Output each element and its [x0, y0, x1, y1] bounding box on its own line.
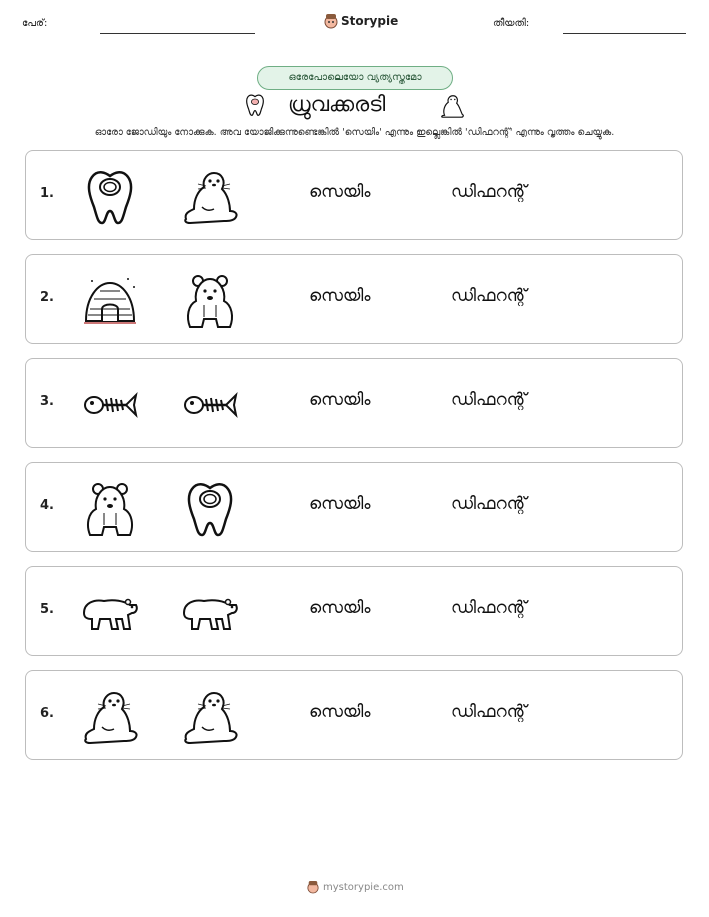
instructions: ഓരോ ജോഡിയും നോക്കുക. അവ യോജിക്കുന്നുണ്ടെങ്കിൽ 'സെയിം' എന്നും ഇല്ലെങ്കിൽ 'ഡിഫറന്റ്' എന്നും വൃത്തം ചെയ്യുക.: [94, 127, 615, 138]
date-label: തീയതി:: [493, 18, 530, 29]
walking-bear-icon: [180, 583, 240, 643]
question-row-5: [25, 566, 683, 656]
seal-icon: [436, 92, 468, 120]
different-option[interactable]: ഡിഫറന്റ്: [451, 494, 527, 514]
igloo-icon: [80, 271, 140, 331]
storypie-mascot-icon: [307, 880, 319, 894]
same-option[interactable]: സെയിം: [309, 390, 371, 410]
worksheet-type-badge: ഒരേപോലെയോ വ്യത്യസ്തമോ: [257, 66, 453, 90]
storypie-mascot-icon: [324, 13, 338, 29]
tooth-icon: [180, 479, 240, 539]
brand-logo: [324, 13, 398, 29]
same-option[interactable]: സെയിം: [309, 182, 371, 202]
polar-bear-icon: [180, 271, 240, 331]
seal-icon: [180, 167, 240, 227]
page-title: ധ്രുവക്കരടി: [288, 92, 386, 116]
question-row-6: [25, 670, 683, 760]
question-number: 2.: [40, 290, 54, 305]
polar-bear-icon: [80, 479, 140, 539]
footer: [307, 880, 404, 894]
same-option[interactable]: സെയിം: [309, 494, 371, 514]
question-number: 1.: [40, 186, 54, 201]
question-number: 3.: [40, 394, 54, 409]
question-row-4: [25, 462, 683, 552]
footer-website[interactable]: mystorypie.com: [323, 881, 404, 893]
same-option[interactable]: സെയിം: [309, 702, 371, 722]
tooth-icon: [243, 92, 267, 118]
seal-icon: [180, 687, 240, 747]
question-number: 5.: [40, 602, 54, 617]
date-write-line[interactable]: [563, 33, 686, 34]
seal-icon: [80, 687, 140, 747]
different-option[interactable]: ഡിഫറന്റ്: [451, 702, 527, 722]
question-row-1: [25, 150, 683, 240]
fish-skeleton-icon: [180, 375, 240, 435]
tooth-icon: [80, 167, 140, 227]
brand-name: Storypie: [341, 14, 399, 28]
same-option[interactable]: സെയിം: [309, 286, 371, 306]
name-label: പേര്:: [22, 18, 48, 29]
question-number: 4.: [40, 498, 54, 513]
fish-skeleton-icon: [80, 375, 140, 435]
different-option[interactable]: ഡിഫറന്റ്: [451, 598, 527, 618]
question-row-2: [25, 254, 683, 344]
question-number: 6.: [40, 706, 54, 721]
walking-bear-icon: [80, 583, 140, 643]
same-option[interactable]: സെയിം: [309, 598, 371, 618]
different-option[interactable]: ഡിഫറന്റ്: [451, 182, 527, 202]
name-write-line[interactable]: [100, 33, 255, 34]
different-option[interactable]: ഡിഫറന്റ്: [451, 286, 527, 306]
different-option[interactable]: ഡിഫറന്റ്: [451, 390, 527, 410]
question-row-3: [25, 358, 683, 448]
